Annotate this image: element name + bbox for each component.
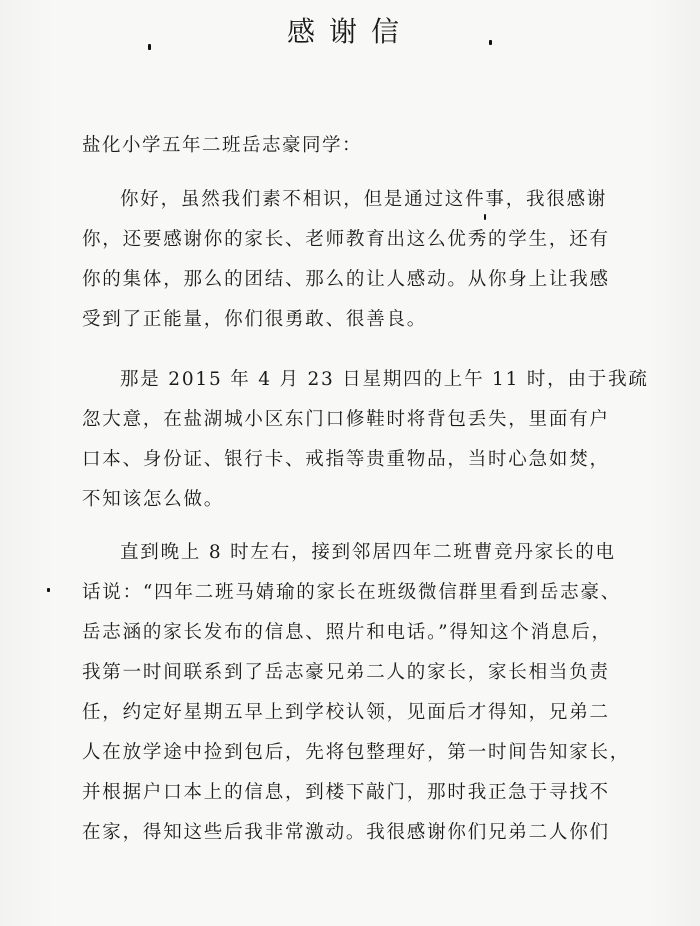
scan-speck: [148, 44, 151, 50]
paragraph-line: 你的集体，那么的团结、那么的让人感动。从你身上让我感: [82, 269, 610, 290]
letter-paragraph: [82, 180, 642, 340]
paragraph-line: 在家，得知这些后我非常激动。我很感谢你们兄弟二人你们: [82, 822, 610, 843]
scan-speck: [489, 40, 492, 45]
paragraph-line: 任，约定好星期五早上到学校认领，见面后才得知，兄弟二: [82, 702, 610, 723]
paragraph-line: 直到晚上 8 时左右，接到邻居四年二班曹竞丹家长的电: [120, 542, 616, 563]
paragraph-line: 我第一时间联系到了岳志豪兄弟二人的家长，家长相当负责: [82, 662, 610, 683]
paragraph-line: 人在放学途中捡到包后，先将包整理好，第一时间告知家长，: [82, 742, 631, 763]
letter-paragraph: [82, 360, 649, 520]
paragraph-line: 你好，虽然我们素不相识，但是通过这件事，我很感谢: [120, 189, 608, 210]
letter-paragraph: [82, 533, 642, 853]
paragraph-line: 岳志涵的家长发布的信息、照片和电话。”得知这个消息后，: [82, 622, 612, 643]
paragraph-line: 并根据户口本上的信息，到楼下敲门，那时我正急于寻找不: [82, 782, 610, 803]
paragraph-line: 那是 2015 年 4 月 23 日星期四的上午 11 时，由于我疏: [120, 369, 649, 390]
paragraph-line: 口本、身份证、银行卡、戒指等贵重物品，当时心急如焚，: [82, 449, 610, 470]
scan-speck: [47, 588, 50, 592]
paragraph-line: 不知该怎么做。: [82, 489, 225, 510]
paragraph-line: 忽大意，在盐湖城小区东门口修鞋时将背包丢失，里面有户: [82, 409, 610, 430]
paragraph-line: 话说：“四年二班马婧瑜的家长在班级微信群里看到岳志豪、: [82, 582, 622, 603]
paragraph-line: 你，还要感谢你的家长、老师教育出这么优秀的学生，还有: [82, 229, 610, 250]
letter-title: 感谢信: [286, 15, 413, 48]
paragraph-line: 受到了正能量，你们很勇敢、很善良。: [82, 309, 428, 330]
letter-salutation: 盐化小学五年二班岳志豪同学：: [82, 135, 363, 156]
